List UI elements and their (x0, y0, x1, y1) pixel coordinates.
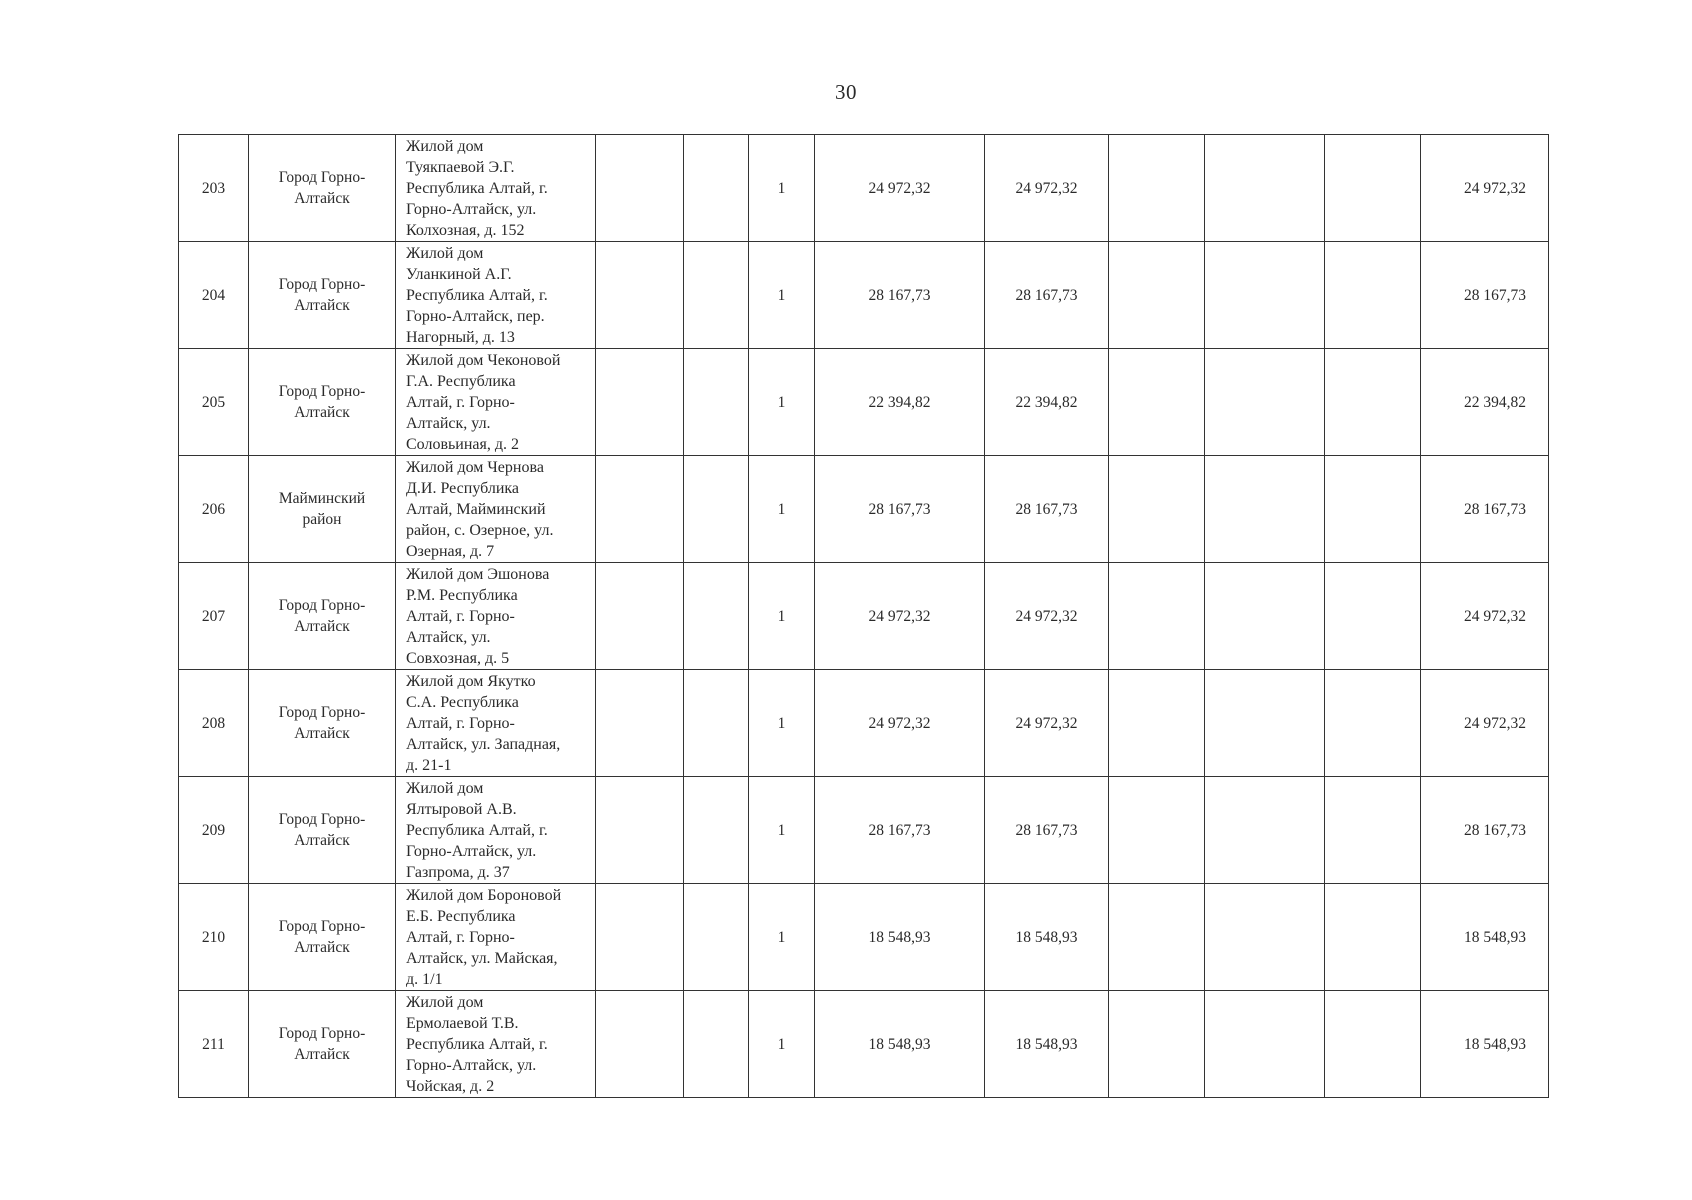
data-table (178, 134, 1549, 1098)
row-number-cell: 205 (179, 349, 249, 456)
amount-cell: 28 167,73 (815, 777, 985, 884)
count-cell: 1 (749, 777, 815, 884)
table-row (179, 563, 1549, 670)
row-number-cell: 203 (179, 135, 249, 242)
amount-cell: 18 548,93 (985, 884, 1109, 991)
empty-cell (684, 349, 749, 456)
amount-cell: 22 394,82 (985, 349, 1109, 456)
empty-cell (1205, 456, 1325, 563)
table-row (179, 135, 1549, 242)
empty-cell (596, 884, 684, 991)
municipality-cell: Город Горно- Алтайск (249, 777, 396, 884)
empty-cell (1325, 991, 1421, 1098)
empty-cell (1109, 563, 1205, 670)
address-cell: Жилой дом Чеконовой Г.А. Республика Алтай, г. Горно- Алтайск, ул. Соловьиная, д. 2 (396, 349, 596, 456)
empty-cell (684, 670, 749, 777)
empty-cell (1325, 884, 1421, 991)
empty-cell (1205, 242, 1325, 349)
row-number-cell: 207 (179, 563, 249, 670)
municipality-cell: Майминский район (249, 456, 396, 563)
count-cell: 1 (749, 456, 815, 563)
empty-cell (684, 991, 749, 1098)
total-cell: 28 167,73 (1421, 777, 1549, 884)
amount-cell: 18 548,93 (985, 991, 1109, 1098)
count-cell: 1 (749, 563, 815, 670)
address-cell: Жилой дом Якутко С.А. Республика Алтай, г. Горно- Алтайск, ул. Западная, д. 21-1 (396, 670, 596, 777)
amount-cell: 22 394,82 (815, 349, 985, 456)
total-cell: 28 167,73 (1421, 456, 1549, 563)
row-number-cell: 211 (179, 991, 249, 1098)
municipality-cell: Город Горно- Алтайск (249, 563, 396, 670)
amount-cell: 24 972,32 (985, 563, 1109, 670)
amount-cell: 24 972,32 (815, 670, 985, 777)
empty-cell (684, 884, 749, 991)
total-cell: 18 548,93 (1421, 991, 1549, 1098)
row-number-cell: 206 (179, 456, 249, 563)
empty-cell (1205, 349, 1325, 456)
empty-cell (596, 456, 684, 563)
total-cell: 24 972,32 (1421, 563, 1549, 670)
empty-cell (1109, 135, 1205, 242)
total-cell: 22 394,82 (1421, 349, 1549, 456)
row-number-cell: 208 (179, 670, 249, 777)
empty-cell (1109, 991, 1205, 1098)
amount-cell: 28 167,73 (815, 242, 985, 349)
empty-cell (1325, 456, 1421, 563)
count-cell: 1 (749, 349, 815, 456)
empty-cell (596, 242, 684, 349)
count-cell: 1 (749, 884, 815, 991)
amount-cell: 28 167,73 (985, 242, 1109, 349)
count-cell: 1 (749, 991, 815, 1098)
empty-cell (1205, 135, 1325, 242)
municipality-cell: Город Горно- Алтайск (249, 670, 396, 777)
municipality-cell: Город Горно- Алтайск (249, 242, 396, 349)
address-cell: Жилой дом Эшонова Р.М. Республика Алтай, г. Горно- Алтайск, ул. Совхозная, д. 5 (396, 563, 596, 670)
empty-cell (1109, 670, 1205, 777)
table-body (179, 135, 1549, 1098)
address-cell: Жилой дом Уланкиной А.Г. Республика Алтай, г. Горно-Алтайск, пер. Нагорный, д. 13 (396, 242, 596, 349)
table-row (179, 884, 1549, 991)
empty-cell (1325, 563, 1421, 670)
empty-cell (1109, 349, 1205, 456)
amount-cell: 24 972,32 (815, 563, 985, 670)
municipality-cell: Город Горно- Алтайск (249, 135, 396, 242)
empty-cell (596, 991, 684, 1098)
empty-cell (1109, 456, 1205, 563)
table-row (179, 349, 1549, 456)
amount-cell: 24 972,32 (985, 135, 1109, 242)
empty-cell (596, 670, 684, 777)
total-cell: 24 972,32 (1421, 670, 1549, 777)
total-cell: 18 548,93 (1421, 884, 1549, 991)
empty-cell (684, 242, 749, 349)
amount-cell: 28 167,73 (985, 777, 1109, 884)
total-cell: 24 972,32 (1421, 135, 1549, 242)
amount-cell: 18 548,93 (815, 991, 985, 1098)
amount-cell: 28 167,73 (985, 456, 1109, 563)
table-row (179, 777, 1549, 884)
empty-cell (684, 456, 749, 563)
empty-cell (1205, 991, 1325, 1098)
municipality-cell: Город Горно- Алтайск (249, 884, 396, 991)
empty-cell (1205, 777, 1325, 884)
row-number-cell: 209 (179, 777, 249, 884)
row-number-cell: 204 (179, 242, 249, 349)
municipality-cell: Город Горно- Алтайск (249, 991, 396, 1098)
empty-cell (596, 563, 684, 670)
empty-cell (1109, 242, 1205, 349)
address-cell: Жилой дом Ялтыровой А.В. Республика Алтай, г. Горно-Алтайск, ул. Газпрома, д. 37 (396, 777, 596, 884)
amount-cell: 28 167,73 (815, 456, 985, 563)
empty-cell (684, 777, 749, 884)
empty-cell (1325, 670, 1421, 777)
table-row (179, 456, 1549, 563)
total-cell: 28 167,73 (1421, 242, 1549, 349)
address-cell: Жилой дом Чернова Д.И. Республика Алтай, Майминский район, с. Озерное, ул. Озерная, д. 7 (396, 456, 596, 563)
empty-cell (596, 135, 684, 242)
table-row (179, 670, 1549, 777)
municipality-cell: Город Горно- Алтайск (249, 349, 396, 456)
amount-cell: 24 972,32 (815, 135, 985, 242)
empty-cell (1325, 135, 1421, 242)
empty-cell (684, 563, 749, 670)
empty-cell (1325, 349, 1421, 456)
address-cell: Жилой дом Туякпаевой Э.Г. Республика Алтай, г. Горно-Алтайск, ул. Колхозная, д. 152 (396, 135, 596, 242)
empty-cell (1205, 884, 1325, 991)
count-cell: 1 (749, 135, 815, 242)
row-number-cell: 210 (179, 884, 249, 991)
page-number: 30 (835, 80, 857, 104)
amount-cell: 18 548,93 (815, 884, 985, 991)
empty-cell (1109, 884, 1205, 991)
count-cell: 1 (749, 670, 815, 777)
address-cell: Жилой дом Бороновой Е.Б. Республика Алтай, г. Горно- Алтайск, ул. Майская, д. 1/1 (396, 884, 596, 991)
table-row (179, 991, 1549, 1098)
empty-cell (1109, 777, 1205, 884)
empty-cell (596, 777, 684, 884)
address-cell: Жилой дом Ермолаевой Т.В. Республика Алтай, г. Горно-Алтайск, ул. Чойская, д. 2 (396, 991, 596, 1098)
empty-cell (1325, 777, 1421, 884)
empty-cell (596, 349, 684, 456)
empty-cell (684, 135, 749, 242)
empty-cell (1205, 670, 1325, 777)
empty-cell (1205, 563, 1325, 670)
count-cell: 1 (749, 242, 815, 349)
amount-cell: 24 972,32 (985, 670, 1109, 777)
empty-cell (1325, 242, 1421, 349)
table-row (179, 242, 1549, 349)
